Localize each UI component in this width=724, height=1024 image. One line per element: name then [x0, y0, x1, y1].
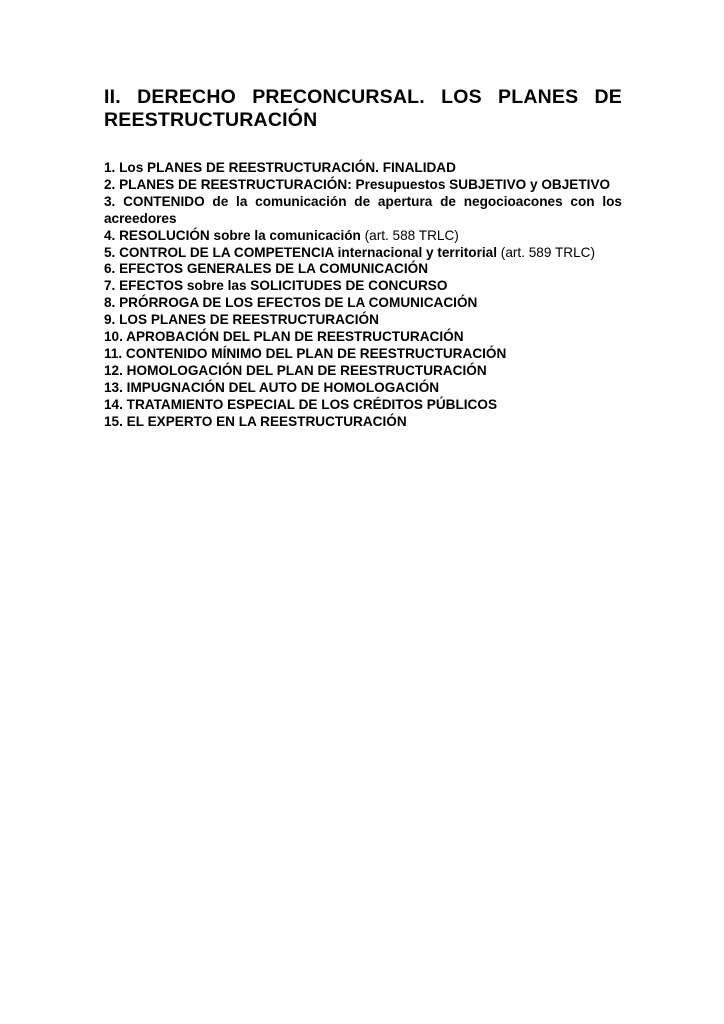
- toc-item-reference: (art. 589 TRLC): [497, 244, 595, 260]
- toc-item-text: 3. CONTENIDO de la comunicación de apertura de negocioacones con los acreedores: [104, 193, 622, 226]
- toc-item-text: 14. TRATAMIENTO ESPECIAL DE LOS CRÉDITOS PÚBLICOS: [104, 396, 498, 412]
- toc-item-text: 1. Los PLANES DE REESTRUCTURACIÓN. FINALIDAD: [104, 160, 456, 175]
- toc-item-7: [104, 278, 622, 295]
- toc-item-text: 15. EL EXPERTO EN LA REESTRUCTURACIÓN: [104, 413, 407, 429]
- toc-item-6: [104, 261, 622, 278]
- toc-item-1: [104, 160, 622, 177]
- toc-item-text: 2. PLANES DE REESTRUCTURACIÓN: Presupuestos SUBJETIVO y OBJETIVO: [104, 176, 611, 192]
- toc-item-11: [104, 346, 622, 363]
- table-of-contents: [104, 160, 622, 431]
- toc-item-reference: (art. 588 TRLC): [360, 227, 459, 243]
- toc-item-text: 7. EFECTOS sobre las SOLICITUDES DE CONCURSO: [104, 278, 448, 294]
- toc-item-10: [104, 329, 622, 346]
- toc-item-text: 10. APROBACIÓN DEL PLAN DE REESTRUCTURACIÓN: [104, 329, 464, 345]
- toc-item-15: [104, 414, 622, 431]
- toc-item-text: 4. RESOLUCIÓN sobre la comunicación: [104, 227, 361, 243]
- toc-item-text: 5. CONTROL DE LA COMPETENCIA internacional y territorial: [104, 244, 498, 260]
- toc-item-13: [104, 380, 622, 397]
- toc-item-9: [104, 312, 622, 329]
- toc-item-14: [104, 397, 622, 414]
- toc-item-text: 6. EFECTOS GENERALES DE LA COMUNICACIÓN: [104, 261, 429, 277]
- toc-item-4: [104, 228, 622, 245]
- toc-item-2: [104, 177, 622, 194]
- toc-item-5: [104, 245, 622, 262]
- document-page: [104, 86, 622, 431]
- toc-item-3: [104, 194, 622, 228]
- section-heading: II. DERECHO PRECONCURSAL. LOS PLANES DE REESTRUCTURACIÓN: [104, 86, 622, 131]
- toc-item-text: 8. PRÓRROGA DE LOS EFECTOS DE LA COMUNICACIÓN: [104, 295, 478, 311]
- toc-item-text: 11. CONTENIDO MÍNIMO DEL PLAN DE REESTRUCTURACIÓN: [104, 345, 507, 361]
- toc-item-text: 12. HOMOLOGACIÓN DEL PLAN DE REESTRUCTURACIÓN: [104, 362, 487, 378]
- toc-item-12: [104, 363, 622, 380]
- toc-item-text: 13. IMPUGNACIÓN DEL AUTO DE HOMOLOGACIÓN: [104, 379, 440, 395]
- toc-item-8: [104, 295, 622, 312]
- toc-item-text: 9. LOS PLANES DE REESTRUCTURACIÓN: [104, 312, 379, 328]
